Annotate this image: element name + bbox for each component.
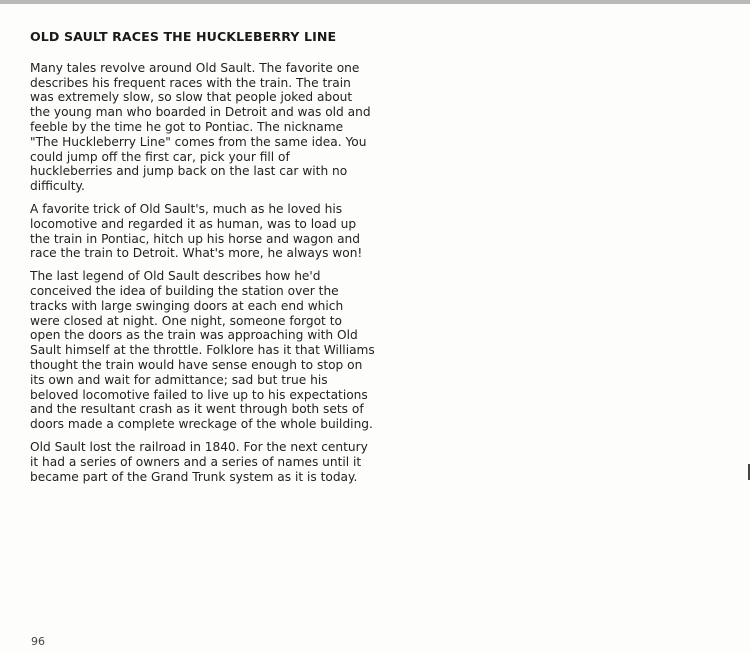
paragraph-4: Old Sault lost the railroad in 1840. For the next century it had a series of owners and a series of names until it became part of the Grand Trunk system as it is today.	[30, 439, 368, 484]
paragraph-3: The last legend of Old Sault describes how he'd conceived the idea of building the station over the tracks with large swinging doors at each end which were closed at night. One night, someone forgot to open the doors as the train was approaching with Old Sault himself at the throttle. Folklore has it that Williams thought the train would have sense enough to stop on its own and wait for admittance; sad but true his beloved locomotive failed to live up to his expectations and the resultant crash as it went through both sets of doors made a complete wreckage of the whole building.	[30, 269, 375, 432]
article	[30, 30, 375, 492]
paragraph-2: A favorite trick of Old Sault's, much as he loved his locomotive and regarded it as human, was to load up the train in Pontiac, hitch up his horse and wagon and race the train to Detroit. What's more, he always won!	[30, 201, 363, 261]
article-title: OLD SAULT RACES THE HUCKLEBERRY LINE	[30, 29, 337, 44]
paragraph-1: Many tales revolve around Old Sault. The favorite one describes his frequent races with the train. The train was extremely slow, so slow that people joked about the young man who boarded in Detroit and was old and feeble by the time he got to Pontiac. The nickname "The Huckleberry Line" comes from the same idea. You could jump off the first car, pick your fill of huckleberries and jump back on the last car with no difficulty.	[30, 60, 371, 194]
page-number: 96	[31, 635, 45, 648]
